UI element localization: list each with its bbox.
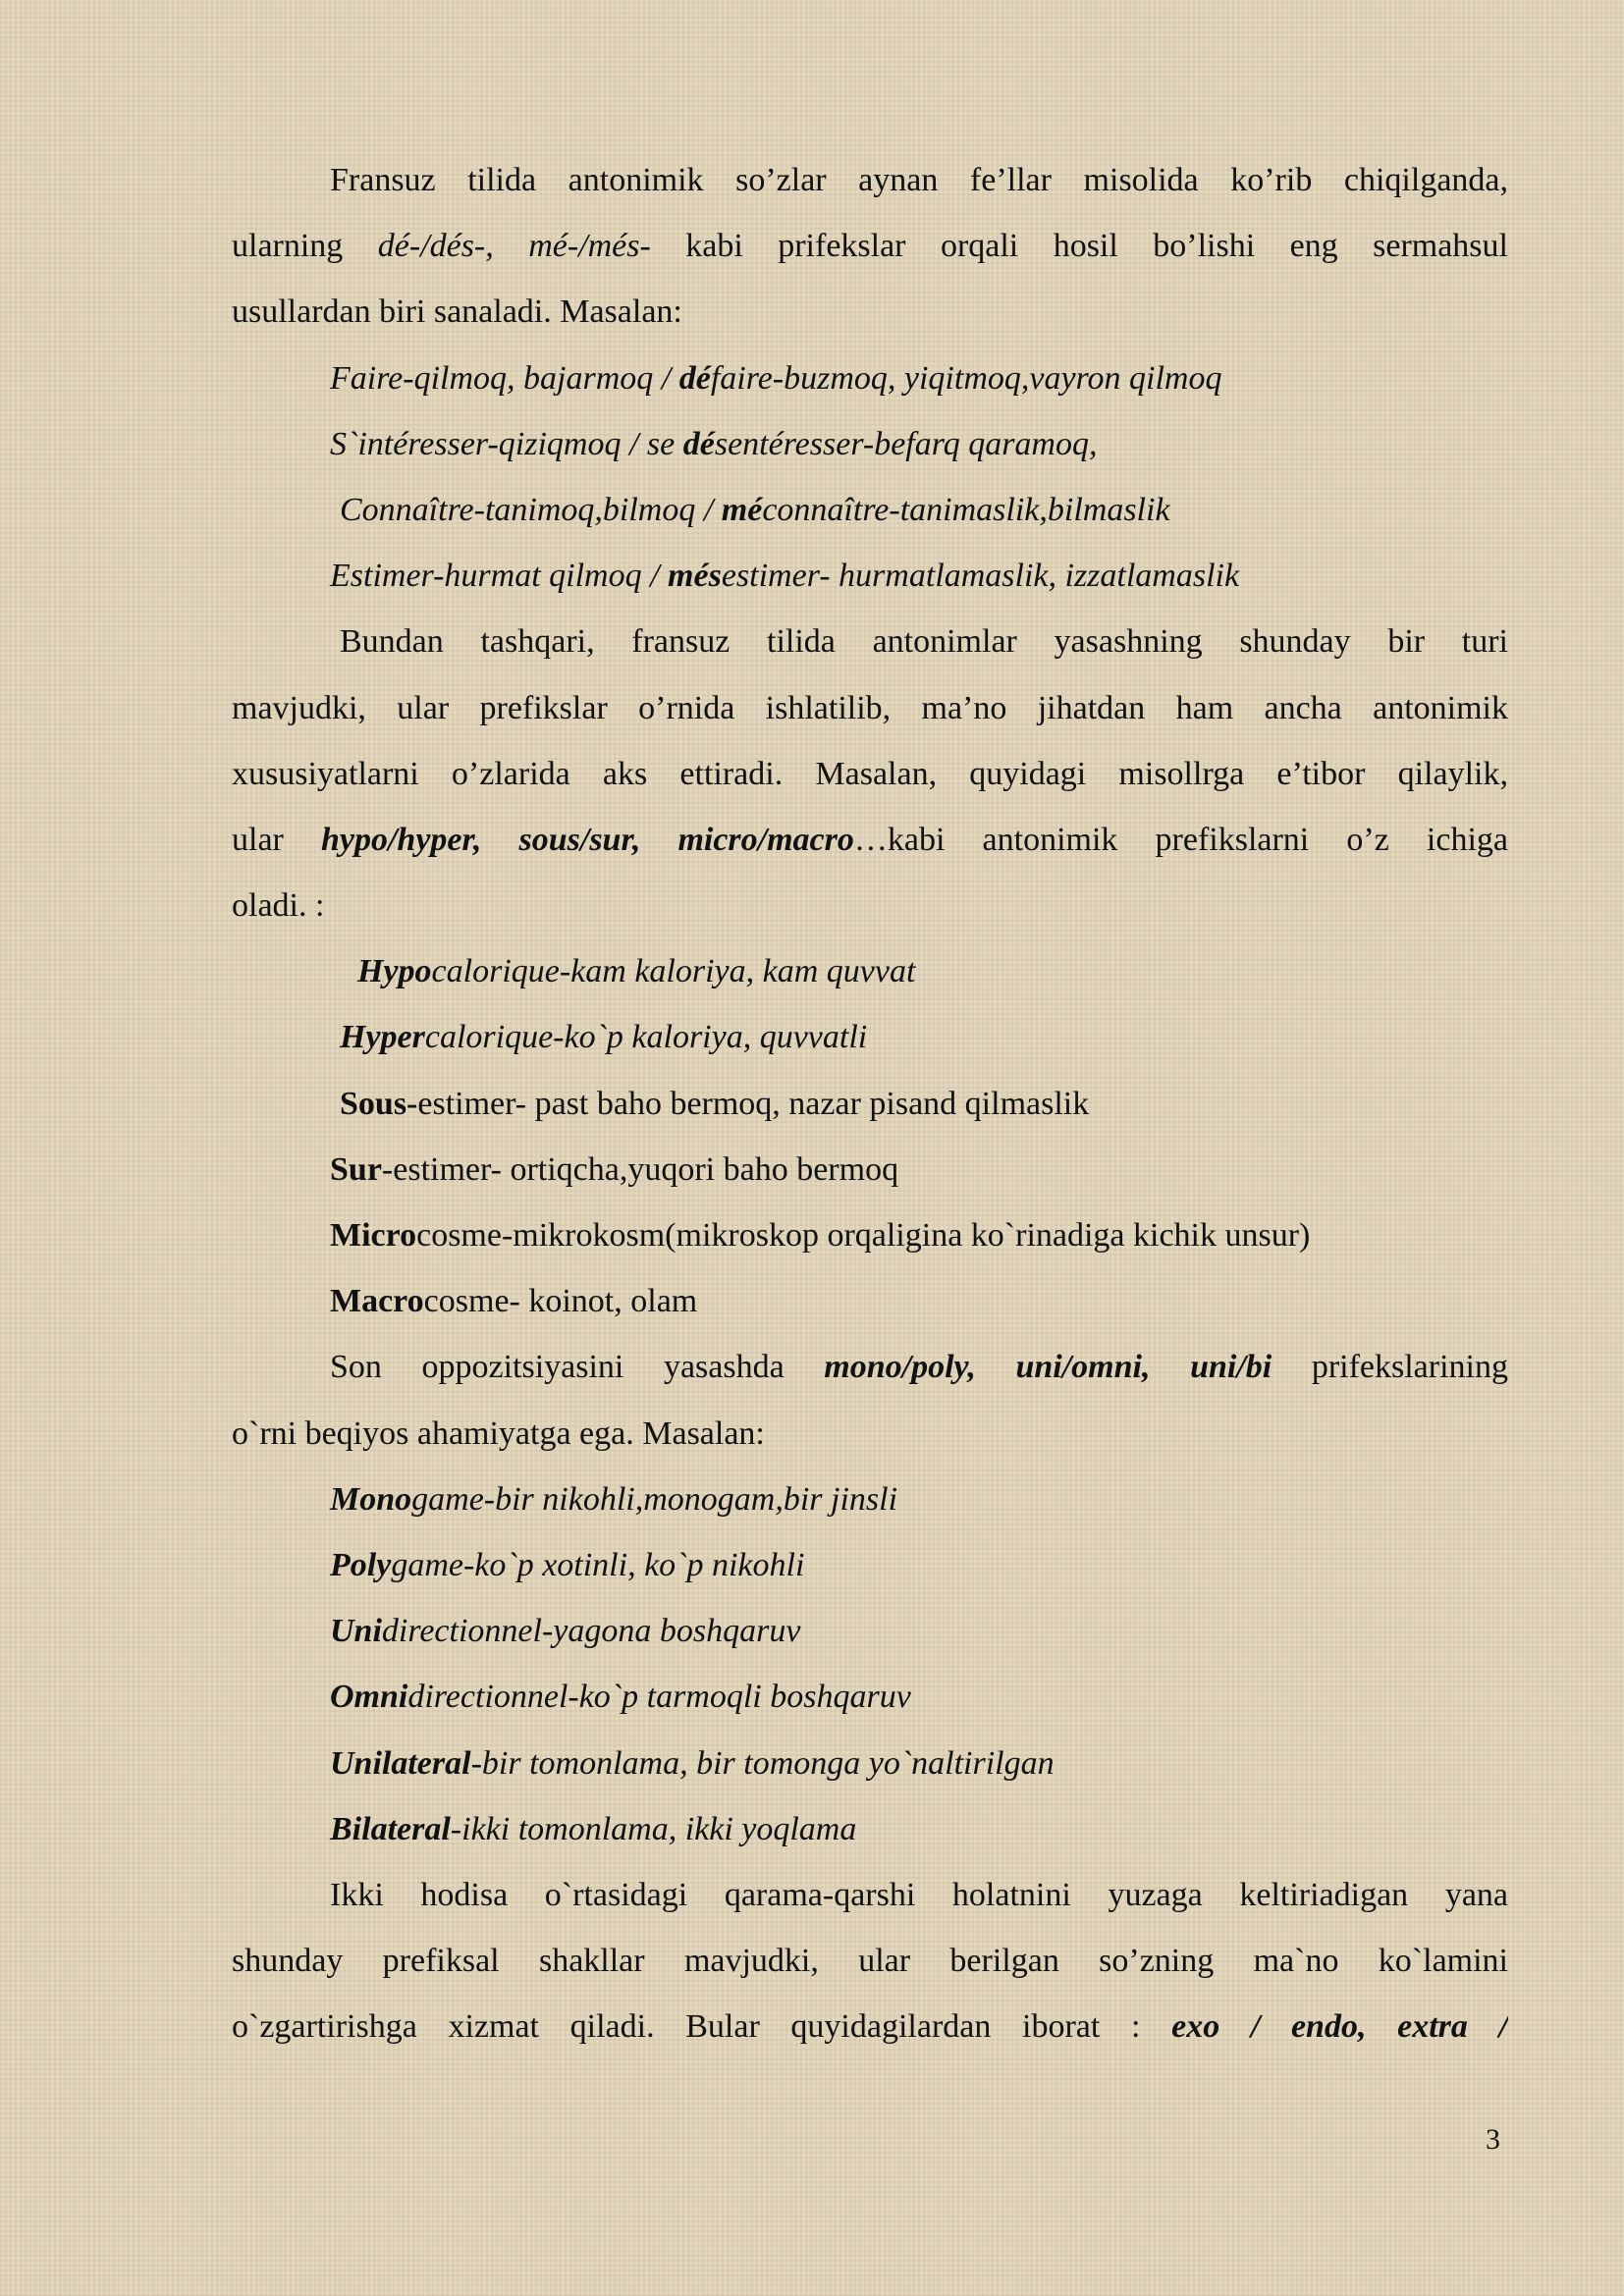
text-span: prifekslarining xyxy=(1272,1349,1508,1386)
example-base: S`intéresser-qiziqmoq / se xyxy=(330,425,683,462)
example-line xyxy=(232,1004,1508,1070)
example-text: cosme- koinot, olam xyxy=(423,1283,698,1320)
example-prefix: Hyper xyxy=(340,1019,425,1056)
example-text: game-ko`p xotinli, ko`p nikohli xyxy=(391,1546,805,1583)
example-prefix: més xyxy=(668,558,722,595)
paragraph3-line1 xyxy=(232,1334,1508,1400)
example-line xyxy=(232,1598,1508,1664)
example-line xyxy=(232,1796,1508,1862)
text-span: oladi. : xyxy=(232,887,325,925)
example-line xyxy=(232,1664,1508,1730)
example-prefix: Hypo xyxy=(357,953,432,990)
paragraph2-line4 xyxy=(232,807,1508,873)
example-prefix: Unilateral xyxy=(330,1744,471,1782)
example-line xyxy=(232,1202,1508,1268)
prefix-list: exo / endo, extra / xyxy=(1171,2008,1508,2046)
text-span: ular xyxy=(232,821,321,858)
example-line xyxy=(232,1532,1508,1598)
example-derived: sentéresser-befarq qaramoq, xyxy=(714,425,1098,462)
example-text: calorique-kam kaloriya, kam quvvat xyxy=(431,953,916,990)
example-prefix: Mono xyxy=(330,1480,412,1518)
example-prefix: Omni xyxy=(330,1679,408,1716)
example-text: calorique-ko`p kaloriya, quvvatli xyxy=(424,1019,868,1056)
text-span: Fransuz tilida antonimik so’zlar aynan fe’llar misolida ko’rib chiqilganda, xyxy=(330,162,1508,198)
example-line xyxy=(232,1071,1508,1137)
paragraph2-line3 xyxy=(232,741,1508,807)
example-text: game-bir nikohli,monogam,bir jinsli xyxy=(411,1480,898,1518)
example-line xyxy=(232,1268,1508,1334)
example-derived: estimer- hurmatlamaslik, izzatlamaslik xyxy=(721,558,1240,595)
text-span: mavjudki, ular prefikslar o’rnida ishlatilib, ma’no jihatdan ham ancha antonimik xyxy=(232,689,1508,726)
paragraph2-line1 xyxy=(232,609,1508,674)
example-text: directionnel-ko`p tarmoqli boshqaruv xyxy=(407,1679,911,1716)
example-prefix: Bilateral xyxy=(330,1810,451,1847)
page-number: 3 xyxy=(1486,2123,1500,2156)
text-span: kabi prifekslar orqali hosil bo’lishi eng sermahsul xyxy=(650,228,1508,265)
text-span: o`zgartirishga xizmat qiladi. Bular quyidagilardan iborat : xyxy=(232,2008,1172,2046)
example-line xyxy=(232,543,1508,609)
text-span: ularning xyxy=(232,228,378,265)
prefix-list: mono/poly, uni/omni, uni/bi xyxy=(824,1349,1272,1386)
example-base: Faire-qilmoq, bajarmoq / xyxy=(330,359,679,397)
example-prefix: dé xyxy=(682,425,715,462)
example-prefix: Poly xyxy=(330,1546,392,1583)
text-span: Ikki hodisa o`rtasidagi qarama-qarshi holatnini yuzaga keltiriadigan yana xyxy=(330,1876,1508,1913)
example-base: Estimer-hurmat qilmoq / xyxy=(330,558,669,595)
example-text: cosme-mikrokosm(mikroskop orqaligina ko`rinadiga kichik unsur) xyxy=(416,1217,1311,1254)
paragraph1-line2 xyxy=(232,213,1508,279)
example-derived: faire-buzmoq, yiqitmoq,vayron qilmoq xyxy=(710,359,1222,397)
paragraph1-line3 xyxy=(232,279,1508,345)
paragraph1-line1 xyxy=(232,147,1508,213)
example-prefix: Sur xyxy=(330,1150,382,1188)
paragraph3-line2 xyxy=(232,1401,1508,1467)
prefix-examples: dé-/dés-, mé-/més- xyxy=(377,228,651,265)
example-text: -ikki tomonlama, ikki yoqlama xyxy=(450,1810,857,1847)
example-line xyxy=(232,938,1508,1004)
text-span: shunday prefiksal shakllar mavjudki, ular berilgan so’zning ma`no ko`lamini xyxy=(232,1943,1508,1980)
example-base: Connaître-tanimoq,bilmoq / xyxy=(340,491,722,528)
example-prefix: Sous- xyxy=(340,1085,418,1122)
text-span: xususiyatlarni o’zlarida aks ettiradi. Masalan, quyidagi misollrga e’tibor qilaylik, xyxy=(232,755,1508,792)
prefix-list: hypo/hyper, sous/sur, micro/macro xyxy=(320,821,854,858)
example-line xyxy=(232,346,1508,411)
example-prefix: mé xyxy=(721,491,763,528)
example-line xyxy=(232,411,1508,477)
example-text: estimer- past baho bermoq, nazar pisand qilmaslik xyxy=(417,1085,1090,1122)
example-text: directionnel-yagona boshqaruv xyxy=(381,1613,801,1650)
example-prefix: Micro xyxy=(330,1217,417,1254)
example-line xyxy=(232,1467,1508,1532)
example-prefix: dé xyxy=(678,359,711,397)
example-line xyxy=(232,477,1508,543)
example-line xyxy=(232,1731,1508,1796)
text-span: usullardan biri sanaladi. Masalan: xyxy=(232,294,682,331)
example-line xyxy=(232,1137,1508,1202)
text-span: Bundan tashqari, fransuz tilida antonimlar yasashning shunday bir turi xyxy=(340,623,1508,661)
text-span: …kabi antonimik prefikslarni o’z ichiga xyxy=(853,821,1508,858)
document-body xyxy=(232,147,1508,2059)
paragraph2-line5 xyxy=(232,873,1508,938)
example-text: -bir tomonlama, bir tomonga yo`naltirilgan xyxy=(470,1744,1055,1782)
text-span: Son oppozitsiyasini yasashda xyxy=(330,1349,825,1386)
text-span: o`rni beqiyos ahamiyatga ega. Masalan: xyxy=(232,1415,765,1452)
paragraph4-line2 xyxy=(232,1928,1508,1994)
paragraph4-line3 xyxy=(232,1994,1508,2059)
example-prefix: Uni xyxy=(330,1613,382,1650)
paragraph2-line2 xyxy=(232,675,1508,741)
example-text: -estimer- ortiqcha,yuqori baho bermoq xyxy=(381,1150,899,1188)
example-derived: connaître-tanimaslik,bilmaslik xyxy=(762,491,1170,528)
example-prefix: Macro xyxy=(330,1283,424,1320)
paragraph4-line1 xyxy=(232,1862,1508,1928)
